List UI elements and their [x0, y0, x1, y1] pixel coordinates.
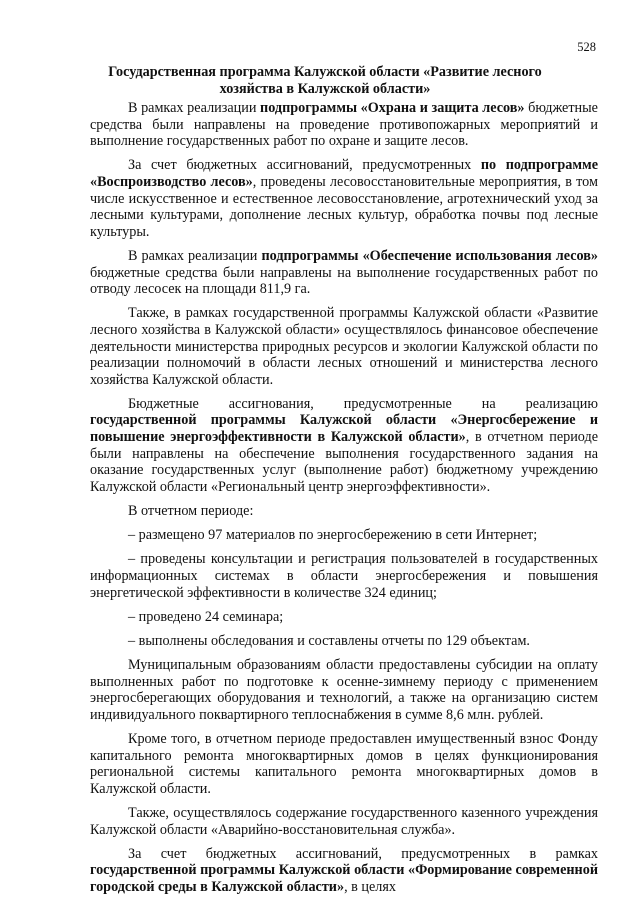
paragraph-6: В отчетном периоде:	[128, 503, 254, 520]
body-text	[90, 100, 598, 896]
paragraph-4: Также, в рамках государственной программы Калужской области «Развитие лесного хозяйства в Калужской области» осуществлялось финансовое обеспечение деятельности министерства природных ресурсов и экологии Калужской области по реализации полномочий в области лесных отношений и министерства лесного хозяйства Калужской области.	[90, 305, 598, 388]
paragraph-8: Кроме того, в отчетном периоде предоставлен имущественный взнос Фонду капитального ремонта многоквартирных домов в целях функционирования региональной системы капитального ремонта многоквартирных домов в Калужской области.	[90, 731, 598, 797]
paragraph-2: За счет бюджетных ассигнований, предусмотренных по подпрограмме «Воспроизводство лесов», проведены лесовосстановительные мероприятия, в том числе искусственное и естественное лесовосстановление, агротехнический уход за лесными культурами, дополнение лесных культур, обработка почвы под лесные культуры.	[90, 157, 599, 240]
paragraph-10: За счет бюджетных ассигнований, предусмотренных в рамках государственной программы Калужской области «Формирование современной городской среды в Калужской области», в целях	[90, 845, 598, 896]
list-item-3: – проведено 24 семинара;	[128, 608, 284, 625]
paragraph-9: Также, осуществлялось содержание государственного казенного учреждения Калужской области «Аварийно-восстановительная служба».	[90, 805, 598, 838]
paragraph-3: В рамках реализации подпрограммы «Обеспечение использования лесов» бюджетные средства были направлены на выполнение государственных работ по отводу лесосек на площади 811,9 га.	[90, 247, 598, 298]
section-title: Государственная программа Калужской области «Развитие лесного хозяйства в Калужской области»	[108, 64, 542, 97]
page-number: 528	[577, 40, 596, 54]
list-item-4: – выполнены обследования и составлены отчеты по 129 объектам.	[128, 632, 530, 649]
paragraph-1: В рамках реализации подпрограммы «Охрана и защита лесов» бюджетные средства были направлены на проведение противопожарных мероприятий и выполнение государственных работ по охране и защите лесов.	[90, 100, 598, 150]
paragraph-5: Бюджетные ассигнования, предусмотренные на реализацию государственной программы Калужской области «Энергосбережение и повышение энергоэффективности в Калужской области», в отчетном периоде были направлены на обеспечение выполнения государственного задания на оказание государственных услуг (выполнение работ) бюджетному учреждению Калужской области «Региональный центр энергоэффективности».	[90, 395, 599, 495]
paragraph-7: Муниципальным образованиям области предоставлены субсидии на оплату выполненных работ по подготовке к осенне-зимнему периоду с применением энергосберегающих оборудования и технологий, а также на организацию систем индивидуального поквартирного теплоснабжения в сумме 8,6 млн. рублей.	[90, 657, 598, 723]
list-item-2: – проведены консультации и регистрация пользователей в государственных информационных системах в области энергосбережения и повышения энергетической эффективности в количестве 324 единиц;	[90, 551, 598, 601]
list-item-1: – размещено 97 материалов по энергосбережению в сети Интернет;	[128, 527, 538, 544]
